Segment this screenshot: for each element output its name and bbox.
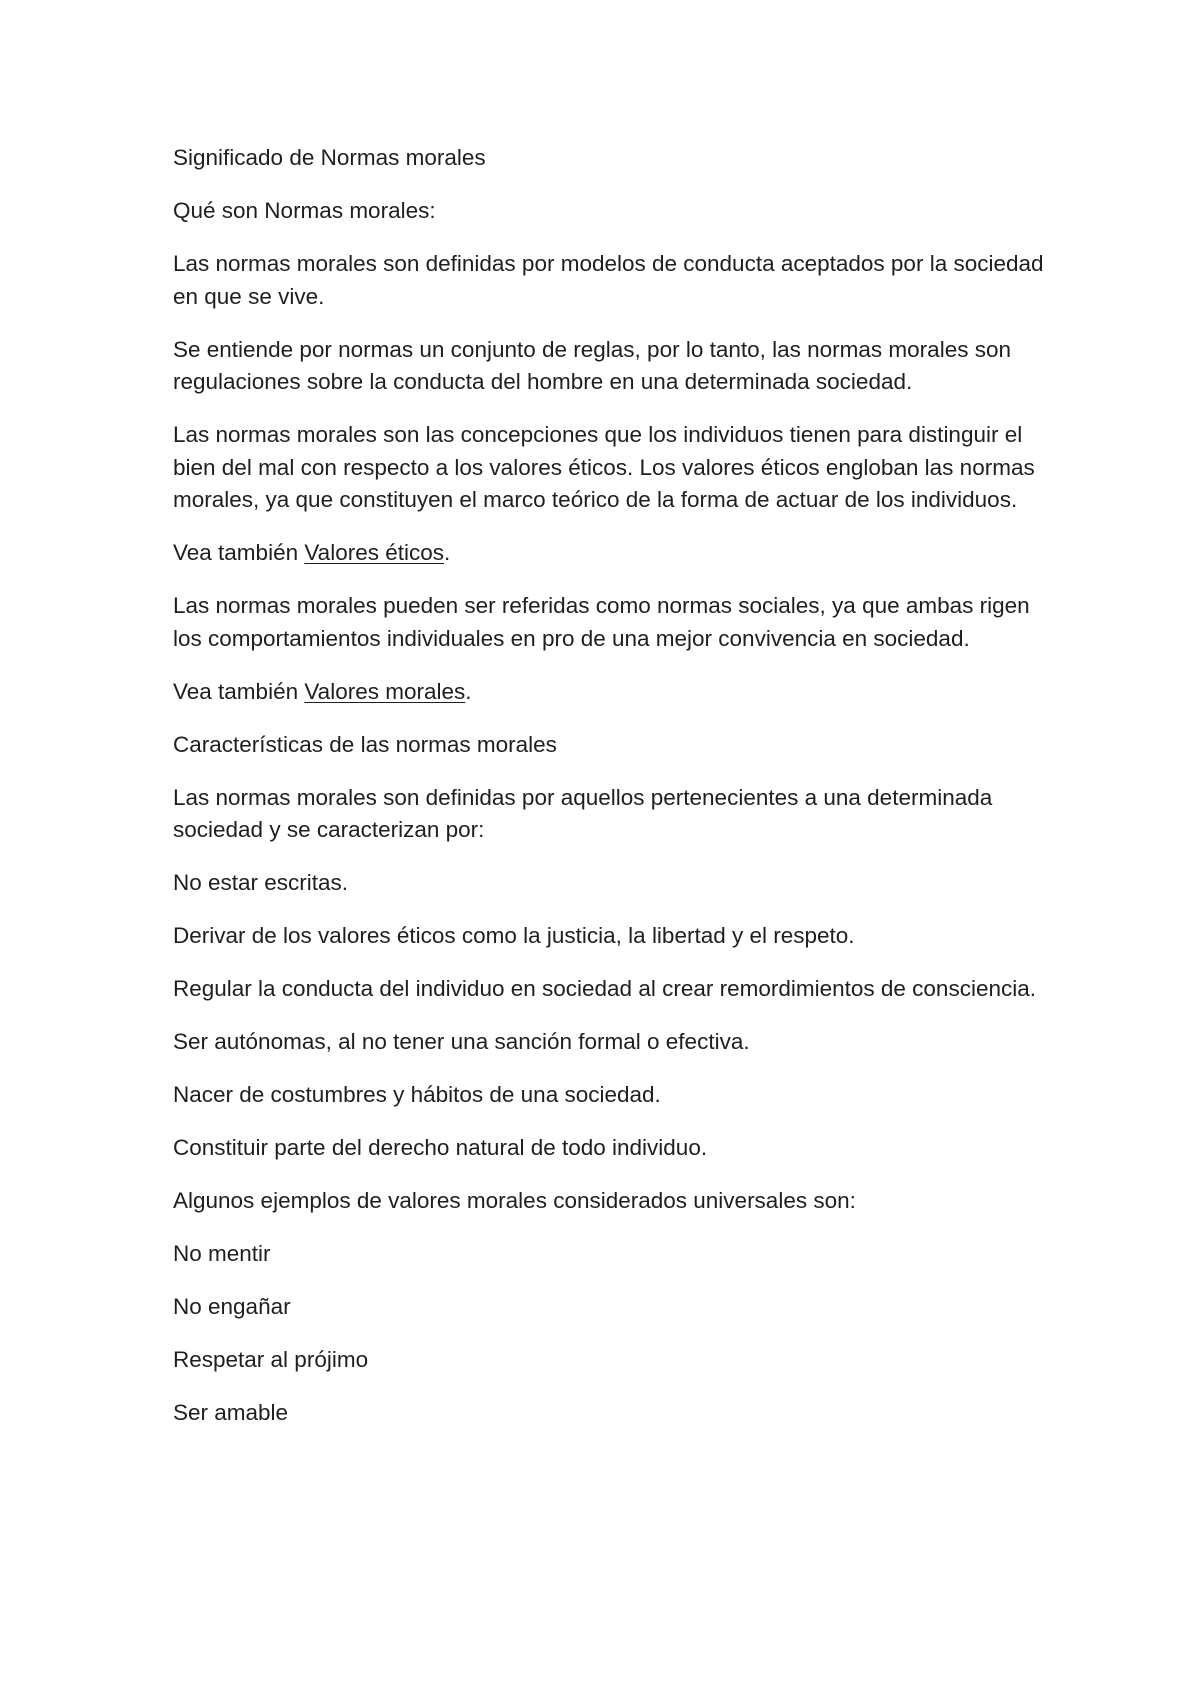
section-heading: Características de las normas morales (173, 731, 557, 757)
characteristic-item: No estar escritas. (173, 870, 349, 895)
document-title: Significado de Normas morales (173, 145, 486, 170)
examples-intro: Algunos ejemplos de valores morales considerados universales son: (173, 1188, 856, 1213)
example-item: Respetar al prójimo (173, 1347, 369, 1372)
link-valores-eticos[interactable]: Valores éticos (304, 540, 444, 565)
see-also-suffix: . (444, 540, 451, 565)
see-also-moral-values (173, 676, 1053, 709)
see-also-suffix: . (465, 678, 472, 704)
characteristic-item: Nacer de costumbres y hábitos de una sociedad. (173, 1082, 661, 1107)
example-item: Ser amable (173, 1400, 289, 1425)
see-also-prefix: Vea también (173, 678, 305, 704)
characteristic-item: Derivar de los valores éticos como la justicia, la libertad y el respeto. (173, 923, 855, 948)
paragraph: Las normas morales son definidas por aquellos pertenecientes a una determinada sociedad y se caracterizan por: (173, 784, 993, 842)
example-item: No engañar (173, 1294, 291, 1319)
characteristic-item: Constituir parte del derecho natural de todo individuo. (173, 1135, 708, 1160)
document-body (173, 142, 1053, 1450)
characteristic-item: Ser autónomas, al no tener una sanción formal o efectiva. (173, 1029, 750, 1054)
paragraph: Las normas morales son definidas por modelos de conducta aceptados por la sociedad en que se vive. (173, 251, 1044, 309)
paragraph: Las normas morales pueden ser referidas como normas sociales, ya que ambas rigen los comportamientos individuales en pro de una mejor convivencia en sociedad. (173, 593, 1030, 651)
characteristic-item: Regular la conducta del individuo en sociedad al crear remordimientos de consciencia. (173, 976, 1036, 1001)
paragraph: Se entiende por normas un conjunto de reglas, por lo tanto, las normas morales son regulaciones sobre la conducta del hombre en una determinada sociedad. (173, 336, 1011, 394)
paragraph: Las normas morales son las concepciones que los individuos tienen para distinguir el bien del mal con respecto a los valores éticos. Los valores éticos engloban las normas morales, ya que constituyen el marco teórico de la forma de actuar de los individuos. (173, 422, 1035, 512)
example-item: No mentir (173, 1241, 271, 1266)
link-valores-morales[interactable]: Valores morales (304, 678, 466, 704)
document-subtitle: Qué son Normas morales: (173, 198, 436, 223)
see-also-ethical-values (173, 537, 1053, 570)
see-also-prefix: Vea también (173, 540, 305, 565)
